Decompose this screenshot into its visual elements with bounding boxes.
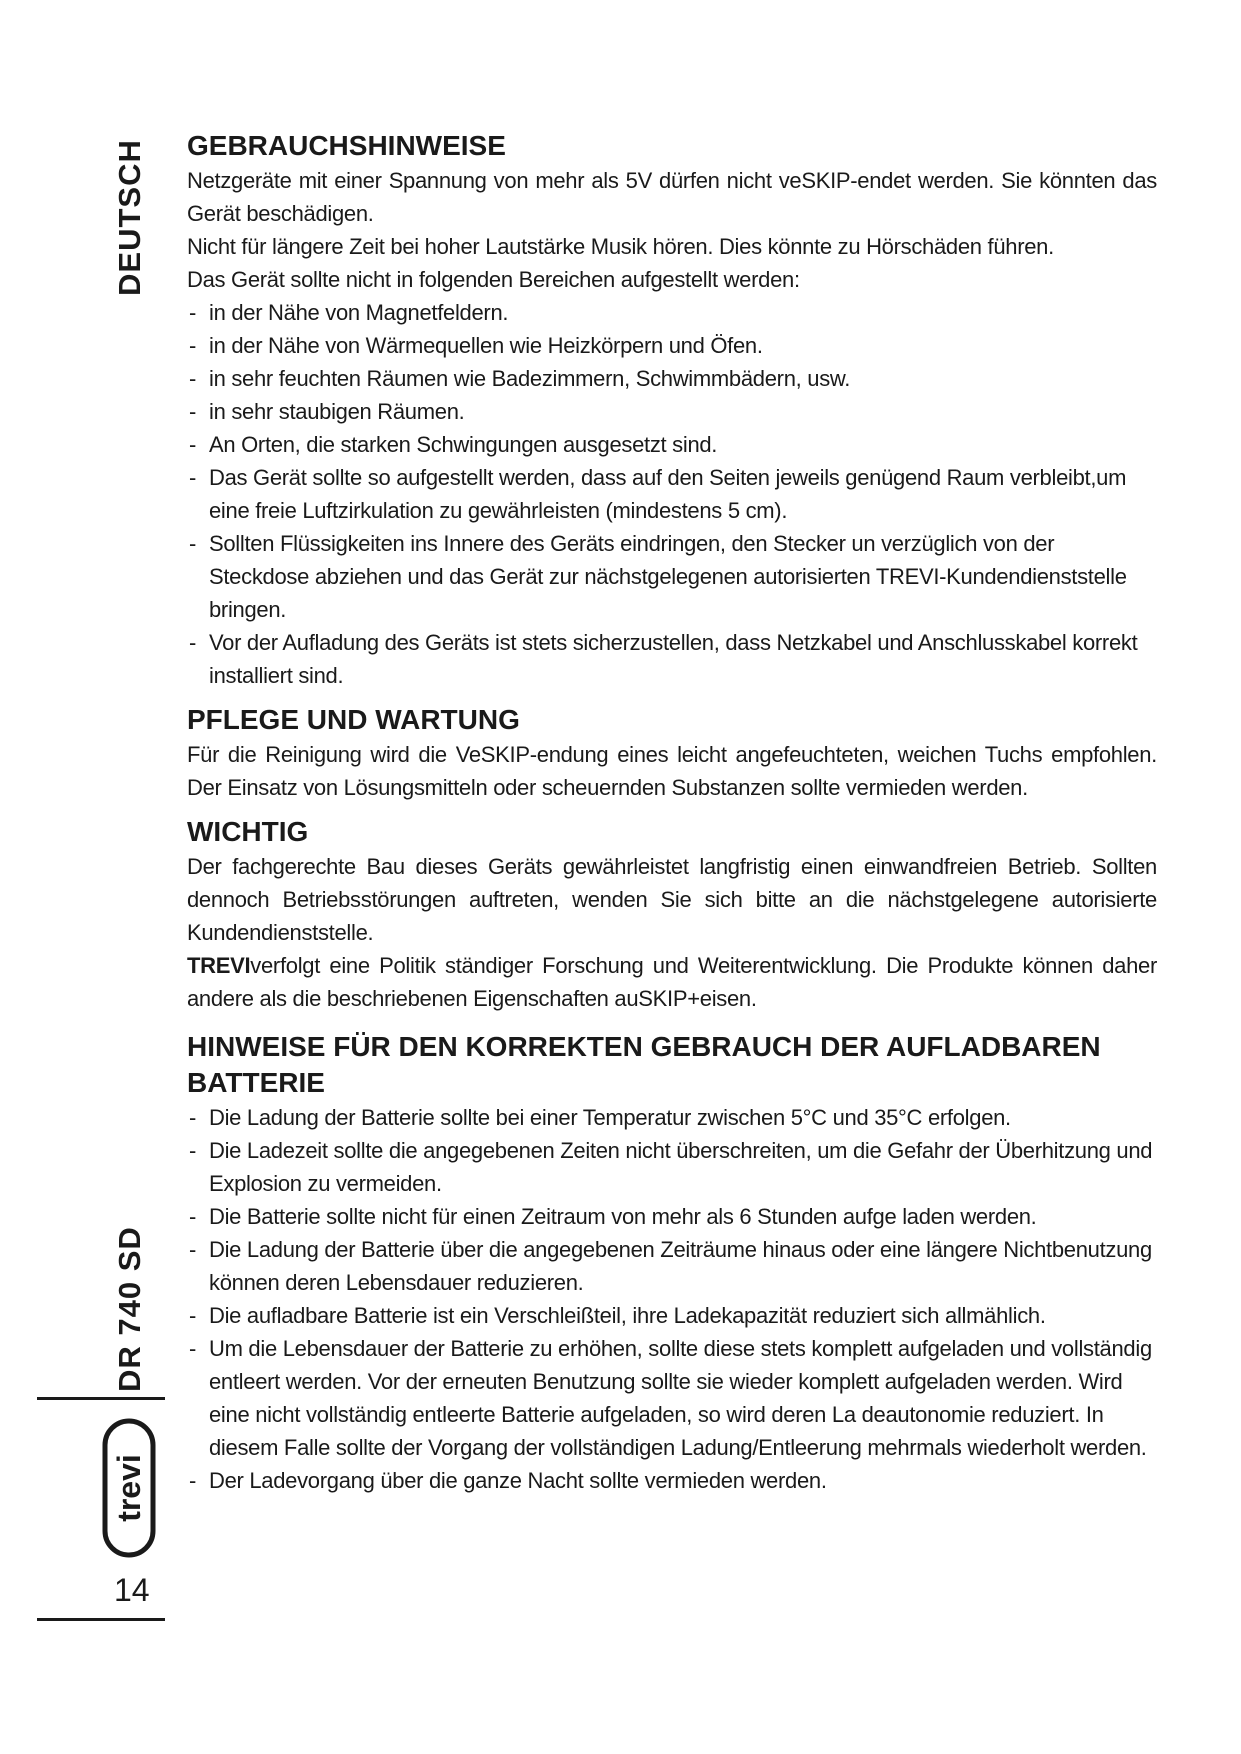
section-wichtig (187, 814, 1157, 1015)
list-item: - Sollten Flüssigkeiten ins Innere des Geräts eindringen, den Stecker un verzüglich von der Steckdose abziehen und das Gerät zur nächstgelegenen autorisierten TREVI-Kundendienststelle bringen. (187, 527, 1157, 626)
paragraph: Netzgeräte mit einer Spannung von mehr als 5V dürfen nicht veSKIP-endet werden. Sie könnten das Gerät beschädigen. (187, 168, 1157, 226)
list-item: - Die Batterie sollte nicht für einen Zeitraum von mehr als 6 Stunden aufge laden werden. (187, 1200, 1157, 1233)
svg-text:trevi: trevi (111, 1454, 147, 1522)
list-item: - in der Nähe von Magnetfeldern. (187, 296, 1157, 329)
paragraph: Für die Reinigung wird die VeSKIP-endung eines leicht angefeuchteten, weichen Tuchs empfohlen. Der Einsatz von Lösungsmitteln oder scheuernden Substanzen sollte vermieden werden. (187, 742, 1157, 800)
section-gebrauchshinweise (187, 128, 1157, 692)
main-content (187, 128, 1157, 1497)
brand-name: TREVI (187, 953, 251, 978)
paragraph (187, 949, 1157, 1015)
battery-list (187, 1101, 1157, 1497)
section-title: WICHTIG (187, 816, 309, 847)
section-batterie (187, 1029, 1157, 1497)
paragraph: Nicht für längere Zeit bei hoher Lautstärke Musik hören. Dies könnte zu Hörschäden führen. (187, 234, 1054, 259)
sidebar-model-label: DR 740 SD (112, 1226, 147, 1392)
sidebar-language-label: DEUTSCH (112, 139, 147, 296)
page-number: 14 (114, 1572, 150, 1608)
list-item: - Die Ladung der Batterie sollte bei einer Temperatur zwischen 5°C und 35°C erfolgen. (187, 1101, 1157, 1134)
section-pflege (187, 702, 1157, 804)
list-item: - in der Nähe von Wärmequellen wie Heizkörpern und Öfen. (187, 329, 1157, 362)
section-title: PFLEGE UND WARTUNG (187, 704, 520, 735)
section-title: GEBRAUCHSHINWEISE (187, 130, 506, 161)
list-item: - in sehr staubigen Räumen. (187, 395, 1157, 428)
list-item: - in sehr feuchten Räumen wie Badezimmern, Schwimmbädern, usw. (187, 362, 1157, 395)
paragraph-text: verfolgt eine Politik ständiger Forschung und Weiterentwicklung. Die Produkte können daher andere als die beschriebenen Eigenschaften auSKIP+eisen. (187, 953, 1157, 1011)
list-item: - Der Ladevorgang über die ganze Nacht sollte vermieden werden. (187, 1464, 1157, 1497)
section-title: HINWEISE FÜR DEN KORREKTEN GEBRAUCH DER AUFLADBAREN BATTERIE (187, 1031, 1101, 1098)
sidebar-divider-top (37, 1397, 165, 1400)
paragraph: Das Gerät sollte nicht in folgenden Bereichen aufgestellt werden: (187, 267, 800, 292)
list-item: - Die Ladung der Batterie über die angegebenen Zeiträume hinaus oder eine längere Nichtbenutzung können deren Lebensdauer reduzieren. (187, 1233, 1157, 1299)
trevi-logo (102, 1418, 156, 1558)
list-item: - Die Ladezeit sollte die angegebenen Zeiten nicht überschreiten, um die Gefahr der Überhitzung und Explosion zu vermeiden. (187, 1134, 1157, 1200)
placement-list (187, 296, 1157, 692)
list-item: - Die aufladbare Batterie ist ein Verschleißteil, ihre Ladekapazität reduziert sich allmählich. (187, 1299, 1157, 1332)
list-item: - Um die Lebensdauer der Batterie zu erhöhen, sollte diese stets komplett aufgeladen und vollständig entleert werden. Vor der erneuten Benutzung sollte sie wieder komplett aufgeladen werden. Wird eine nicht vollständig entleerte Batterie aufgeladen, so wird deren La deautonomie reduziert. In diesem Falle sollte der Vorgang der vollständigen Ladung/Entleerung mehrmals wiederholt werden. (187, 1332, 1157, 1464)
list-item: - Das Gerät sollte so aufgestellt werden, dass auf den Seiten jeweils genügend Raum verbleibt,um eine freie Luftzirkulation zu gewährleisten (mindestens 5 cm). (187, 461, 1157, 527)
list-item: - Vor der Aufladung des Geräts ist stets sicherzustellen, dass Netzkabel und Anschlusskabel korrekt installiert sind. (187, 626, 1157, 692)
paragraph: Der fachgerechte Bau dieses Geräts gewährleistet langfristig einen einwandfreien Betrieb. Sollten dennoch Betriebsstörungen auftreten, wenden Sie sich bitte an die nächstgelegene autorisierte Kundendienststelle. (187, 854, 1157, 945)
sidebar-divider-bottom (37, 1618, 165, 1621)
list-item: - An Orten, die starken Schwingungen ausgesetzt sind. (187, 428, 1157, 461)
